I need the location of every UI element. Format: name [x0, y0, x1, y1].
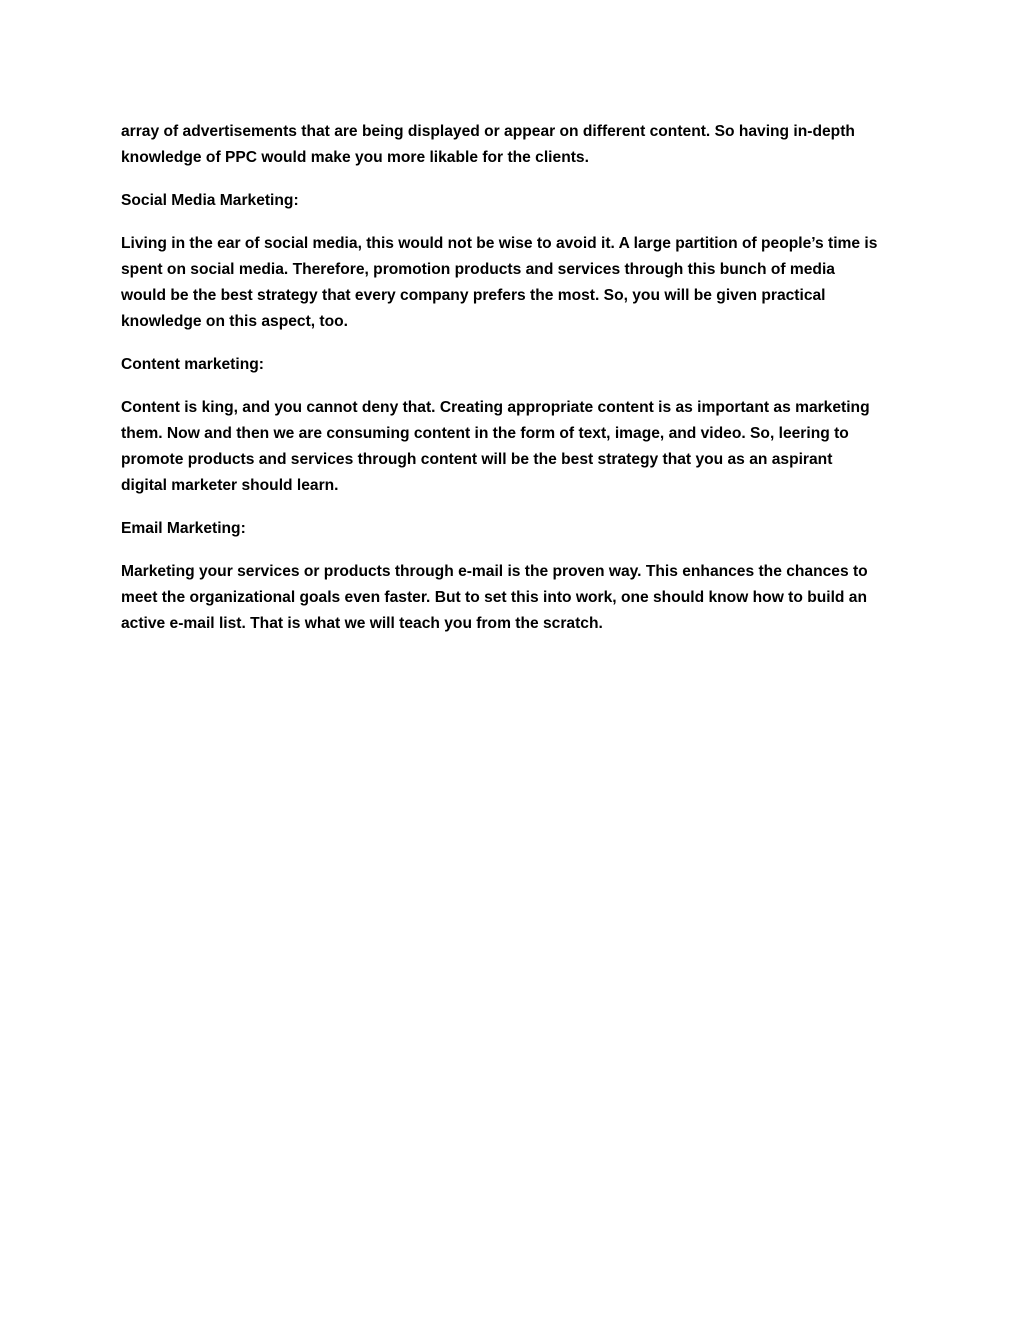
- text-line: array of advertisements that are being displayed or appear on different content. So having in-depth: [121, 123, 855, 140]
- text-line: knowledge on this aspect, too.: [121, 313, 349, 330]
- heading-text: Email Marketing:: [121, 520, 246, 537]
- text-line: Living in the ear of social media, this would not be wise to avoid it. A large partition of people’s time is: [121, 235, 878, 252]
- heading-social-media-marketing: [121, 188, 911, 214]
- text-line: active e-mail list. That is what we will teach you from the scratch.: [121, 615, 603, 632]
- paragraph-ppc-continuation: [121, 119, 911, 171]
- text-line: digital marketer should learn.: [121, 477, 339, 494]
- paragraph-social-media: [121, 231, 911, 335]
- document-body: [121, 119, 911, 654]
- heading-content-marketing: [121, 352, 911, 378]
- paragraph-content-marketing: [121, 395, 911, 499]
- text-line: promote products and services through content will be the best strategy that you as an aspirant: [121, 451, 833, 468]
- paragraph-email-marketing: [121, 559, 911, 637]
- text-line: knowledge of PPC would make you more likable for the clients.: [121, 149, 589, 166]
- text-line: spent on social media. Therefore, promotion products and services through this bunch of media: [121, 261, 835, 278]
- heading-text: Social Media Marketing:: [121, 192, 299, 209]
- heading-text: Content marketing:: [121, 356, 264, 373]
- text-line: would be the best strategy that every company prefers the most. So, you will be given practical: [121, 287, 826, 304]
- text-line: meet the organizational goals even faster. But to set this into work, one should know how to build an: [121, 589, 867, 606]
- text-line: Marketing your services or products through e-mail is the proven way. This enhances the chances to: [121, 563, 868, 580]
- text-line: them. Now and then we are consuming content in the form of text, image, and video. So, leering to: [121, 425, 849, 442]
- heading-email-marketing: [121, 516, 911, 542]
- text-line: Content is king, and you cannot deny that. Creating appropriate content is as important as marketing: [121, 399, 870, 416]
